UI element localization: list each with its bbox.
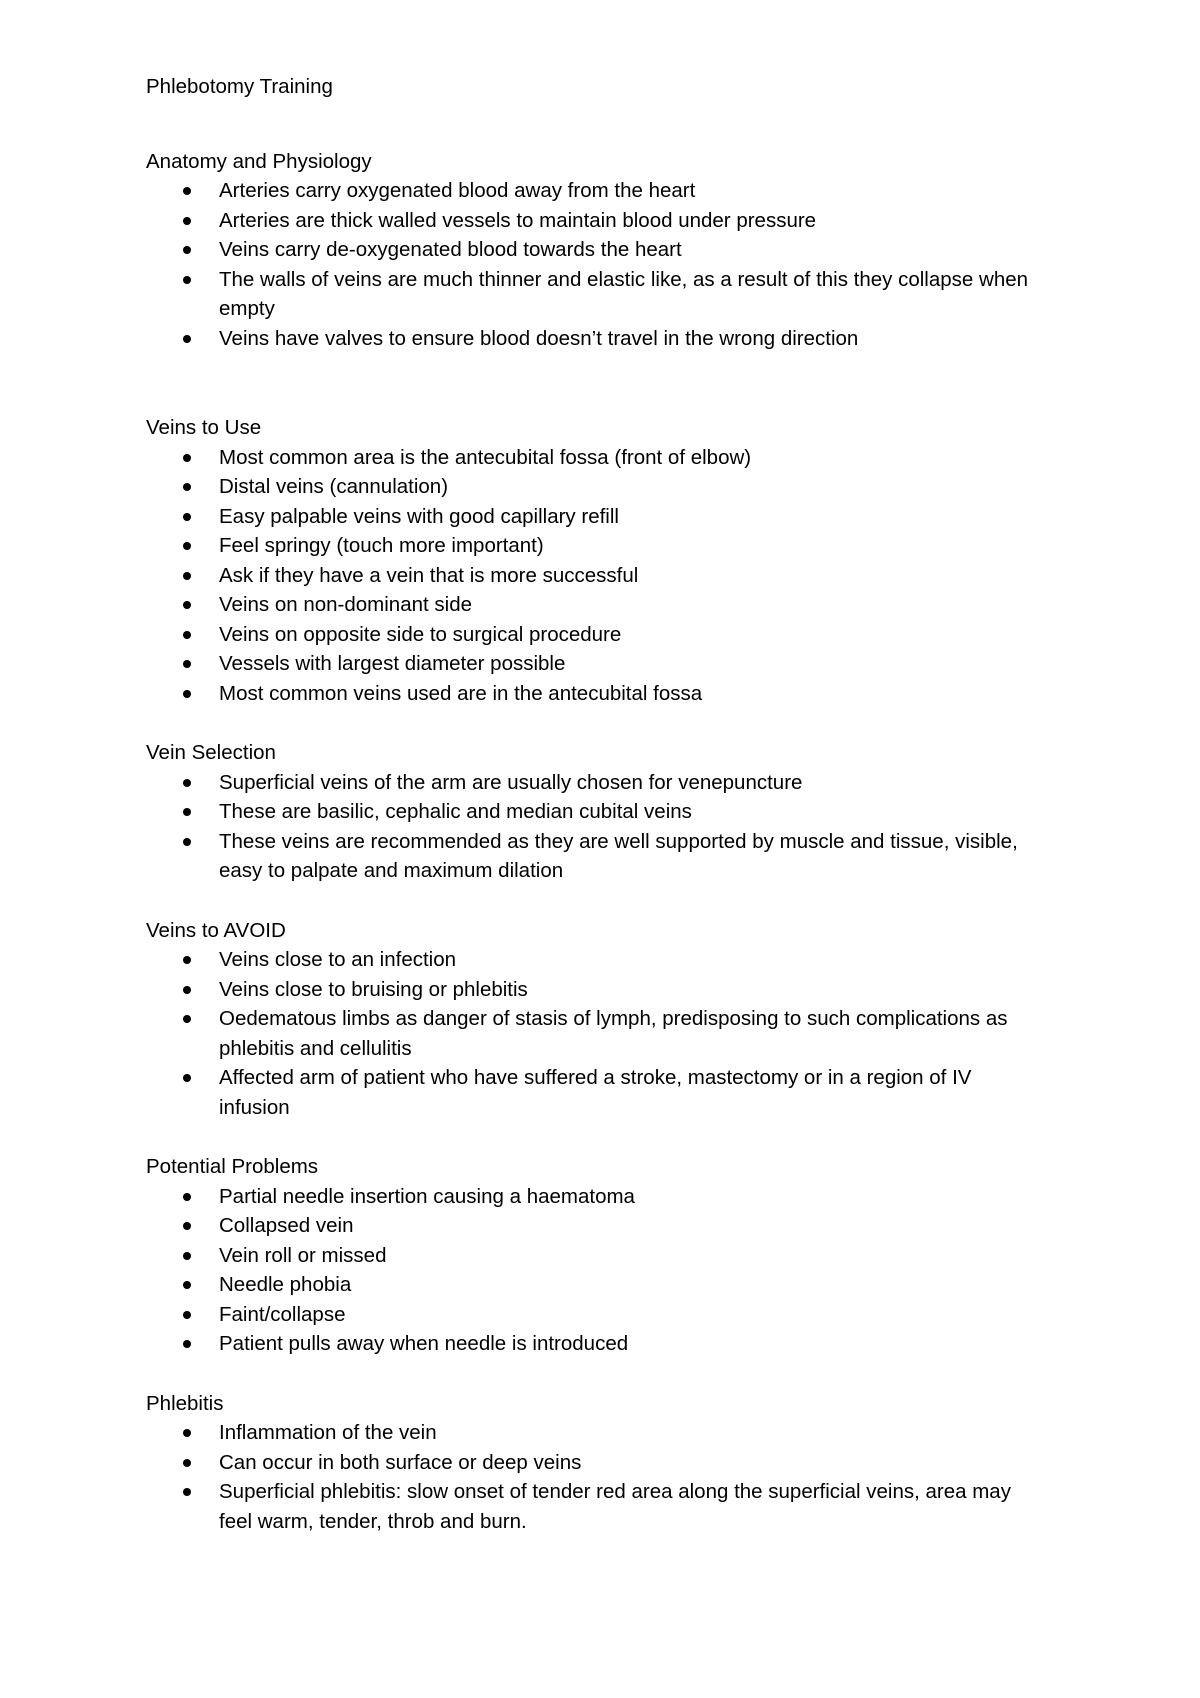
list-item <box>219 1300 1046 1330</box>
bullet-list <box>146 1418 1046 1536</box>
list-item <box>219 502 1046 532</box>
list-item <box>219 1448 1046 1478</box>
section-spacer <box>146 886 1046 916</box>
list-item-text: Veins on non-dominant side <box>219 593 473 616</box>
section-heading: Potential Problems <box>146 1155 319 1178</box>
bullet-icon <box>183 838 191 846</box>
bullet-icon <box>183 1488 191 1496</box>
list-item <box>219 590 1046 620</box>
list-item-text: Vessels with largest diameter possible <box>219 652 566 675</box>
bullet-icon <box>183 986 191 994</box>
bullet-icon <box>183 1459 191 1467</box>
list-item <box>219 472 1046 502</box>
list-item <box>219 620 1046 650</box>
list-item <box>219 975 1046 1005</box>
list-item-text: These are basilic, cephalic and median cubital veins <box>219 800 692 823</box>
bullet-list <box>146 768 1046 886</box>
list-item-text: Faint/collapse <box>219 1302 346 1326</box>
list-item <box>219 1211 1046 1241</box>
list-item-text: Most common veins used are in the antecubital fossa <box>219 681 703 705</box>
list-item <box>219 1270 1046 1300</box>
bullet-list <box>146 176 1046 353</box>
bullet-icon <box>183 1074 191 1082</box>
list-item <box>219 827 1046 886</box>
list-item <box>219 561 1046 591</box>
section-potential-problems <box>146 1152 1046 1359</box>
document-page <box>146 72 1046 1536</box>
list-item <box>219 265 1046 324</box>
section-anatomy-physiology <box>146 147 1046 354</box>
list-item-text: Ask if they have a vein that is more successful <box>219 563 639 587</box>
list-item <box>219 443 1046 473</box>
section-veins-to-use <box>146 413 1046 708</box>
list-item <box>219 1329 1046 1359</box>
list-item-text: Arteries are thick walled vessels to maintain blood under pressure <box>219 208 817 232</box>
bullet-icon <box>183 779 191 787</box>
bullet-icon <box>183 1222 191 1230</box>
bullet-icon <box>183 1281 191 1289</box>
list-item <box>219 206 1046 236</box>
list-item <box>219 1477 1046 1536</box>
bullet-icon <box>183 335 191 343</box>
bullet-icon <box>183 513 191 521</box>
bullet-list <box>146 443 1046 709</box>
list-item-text: Affected arm of patient who have suffered a stroke, mastectomy or in a region of IV infusion <box>219 1066 972 1119</box>
list-item-text: Easy palpable veins with good capillary refill <box>219 504 619 528</box>
bullet-icon <box>183 660 191 668</box>
section-heading: Veins to Use <box>146 416 262 439</box>
bullet-icon <box>183 217 191 225</box>
list-item-text: Veins have valves to ensure blood doesn’t travel in the wrong direction <box>219 326 859 350</box>
list-item-text: Collapsed vein <box>219 1214 354 1237</box>
section-spacer <box>146 708 1046 738</box>
bullet-icon <box>183 246 191 254</box>
bullet-icon <box>183 187 191 195</box>
list-item <box>219 945 1046 975</box>
list-item-text: Feel springy (touch more important) <box>219 534 544 557</box>
bullet-icon <box>183 454 191 462</box>
list-item <box>219 176 1046 206</box>
list-item-text: Veins close to bruising or phlebitis <box>219 977 528 1001</box>
list-item-text: Veins close to an infection <box>219 948 457 971</box>
list-item <box>219 1004 1046 1063</box>
section-heading: Vein Selection <box>146 741 276 764</box>
list-item-text: Oedematous limbs as danger of stasis of lymph, predisposing to such complications as phlebitis and cellulitis <box>219 1007 1008 1060</box>
document-title: Phlebotomy Training <box>146 75 333 98</box>
list-item <box>219 1182 1046 1212</box>
list-item-text: Inflammation of the vein <box>219 1421 437 1444</box>
list-item-text: These veins are recommended as they are well supported by muscle and tissue, visible, easy to palpate and maximum dilation <box>219 829 1018 882</box>
list-item <box>219 1241 1046 1271</box>
bullet-icon <box>183 956 191 964</box>
list-item-text: Vein roll or missed <box>219 1243 387 1267</box>
bullet-icon <box>183 601 191 609</box>
section-phlebitis <box>146 1389 1046 1537</box>
list-item-text: Patient pulls away when needle is introduced <box>219 1332 629 1355</box>
bullet-list <box>146 1182 1046 1359</box>
bullet-icon <box>183 1340 191 1348</box>
bullet-icon <box>183 276 191 284</box>
section-spacer <box>146 1359 1046 1389</box>
bullet-icon <box>183 1193 191 1201</box>
list-item-text: Distal veins (cannulation) <box>219 475 449 498</box>
list-item <box>219 531 1046 561</box>
section-veins-to-avoid <box>146 916 1046 1123</box>
list-item-text: Partial needle insertion causing a haematoma <box>219 1184 635 1208</box>
list-item <box>219 1063 1046 1122</box>
list-item <box>219 768 1046 798</box>
bullet-icon <box>183 690 191 698</box>
list-item-text: Superficial veins of the arm are usually chosen for venepuncture <box>219 770 803 794</box>
section-spacer <box>146 353 1046 413</box>
list-item-text: Most common area is the antecubital fossa (front of elbow) <box>219 445 752 469</box>
list-item <box>219 324 1046 354</box>
bullet-icon <box>183 572 191 580</box>
bullet-list <box>146 945 1046 1122</box>
section-heading: Anatomy and Physiology <box>146 149 372 173</box>
list-item-text: The walls of veins are much thinner and elastic like, as a result of this they collapse when empty <box>219 267 1029 320</box>
list-item-text: Veins carry de-oxygenated blood towards the heart <box>219 238 682 261</box>
section-vein-selection <box>146 738 1046 886</box>
section-spacer <box>146 1122 1046 1152</box>
list-item-text: Veins on opposite side to surgical procedure <box>219 622 622 646</box>
list-item-text: Superficial phlebitis: slow onset of tender red area along the superficial veins, area may feel warm, tender, throb and burn. <box>219 1480 1011 1533</box>
list-item <box>219 235 1046 265</box>
list-item-text: Needle phobia <box>219 1273 352 1296</box>
section-heading: Veins to AVOID <box>146 918 286 942</box>
bullet-icon <box>183 1015 191 1023</box>
bullet-icon <box>183 1311 191 1319</box>
list-item-text: Can occur in both surface or deep veins <box>219 1450 582 1474</box>
section-heading: Phlebitis <box>146 1391 224 1415</box>
list-item <box>219 679 1046 709</box>
list-item <box>219 1418 1046 1448</box>
bullet-icon <box>183 808 191 816</box>
bullet-icon <box>183 631 191 639</box>
bullet-icon <box>183 483 191 491</box>
bullet-icon <box>183 542 191 550</box>
bullet-icon <box>183 1429 191 1437</box>
list-item <box>219 649 1046 679</box>
list-item <box>219 797 1046 827</box>
bullet-icon <box>183 1252 191 1260</box>
list-item-text: Arteries carry oxygenated blood away from the heart <box>219 179 696 202</box>
